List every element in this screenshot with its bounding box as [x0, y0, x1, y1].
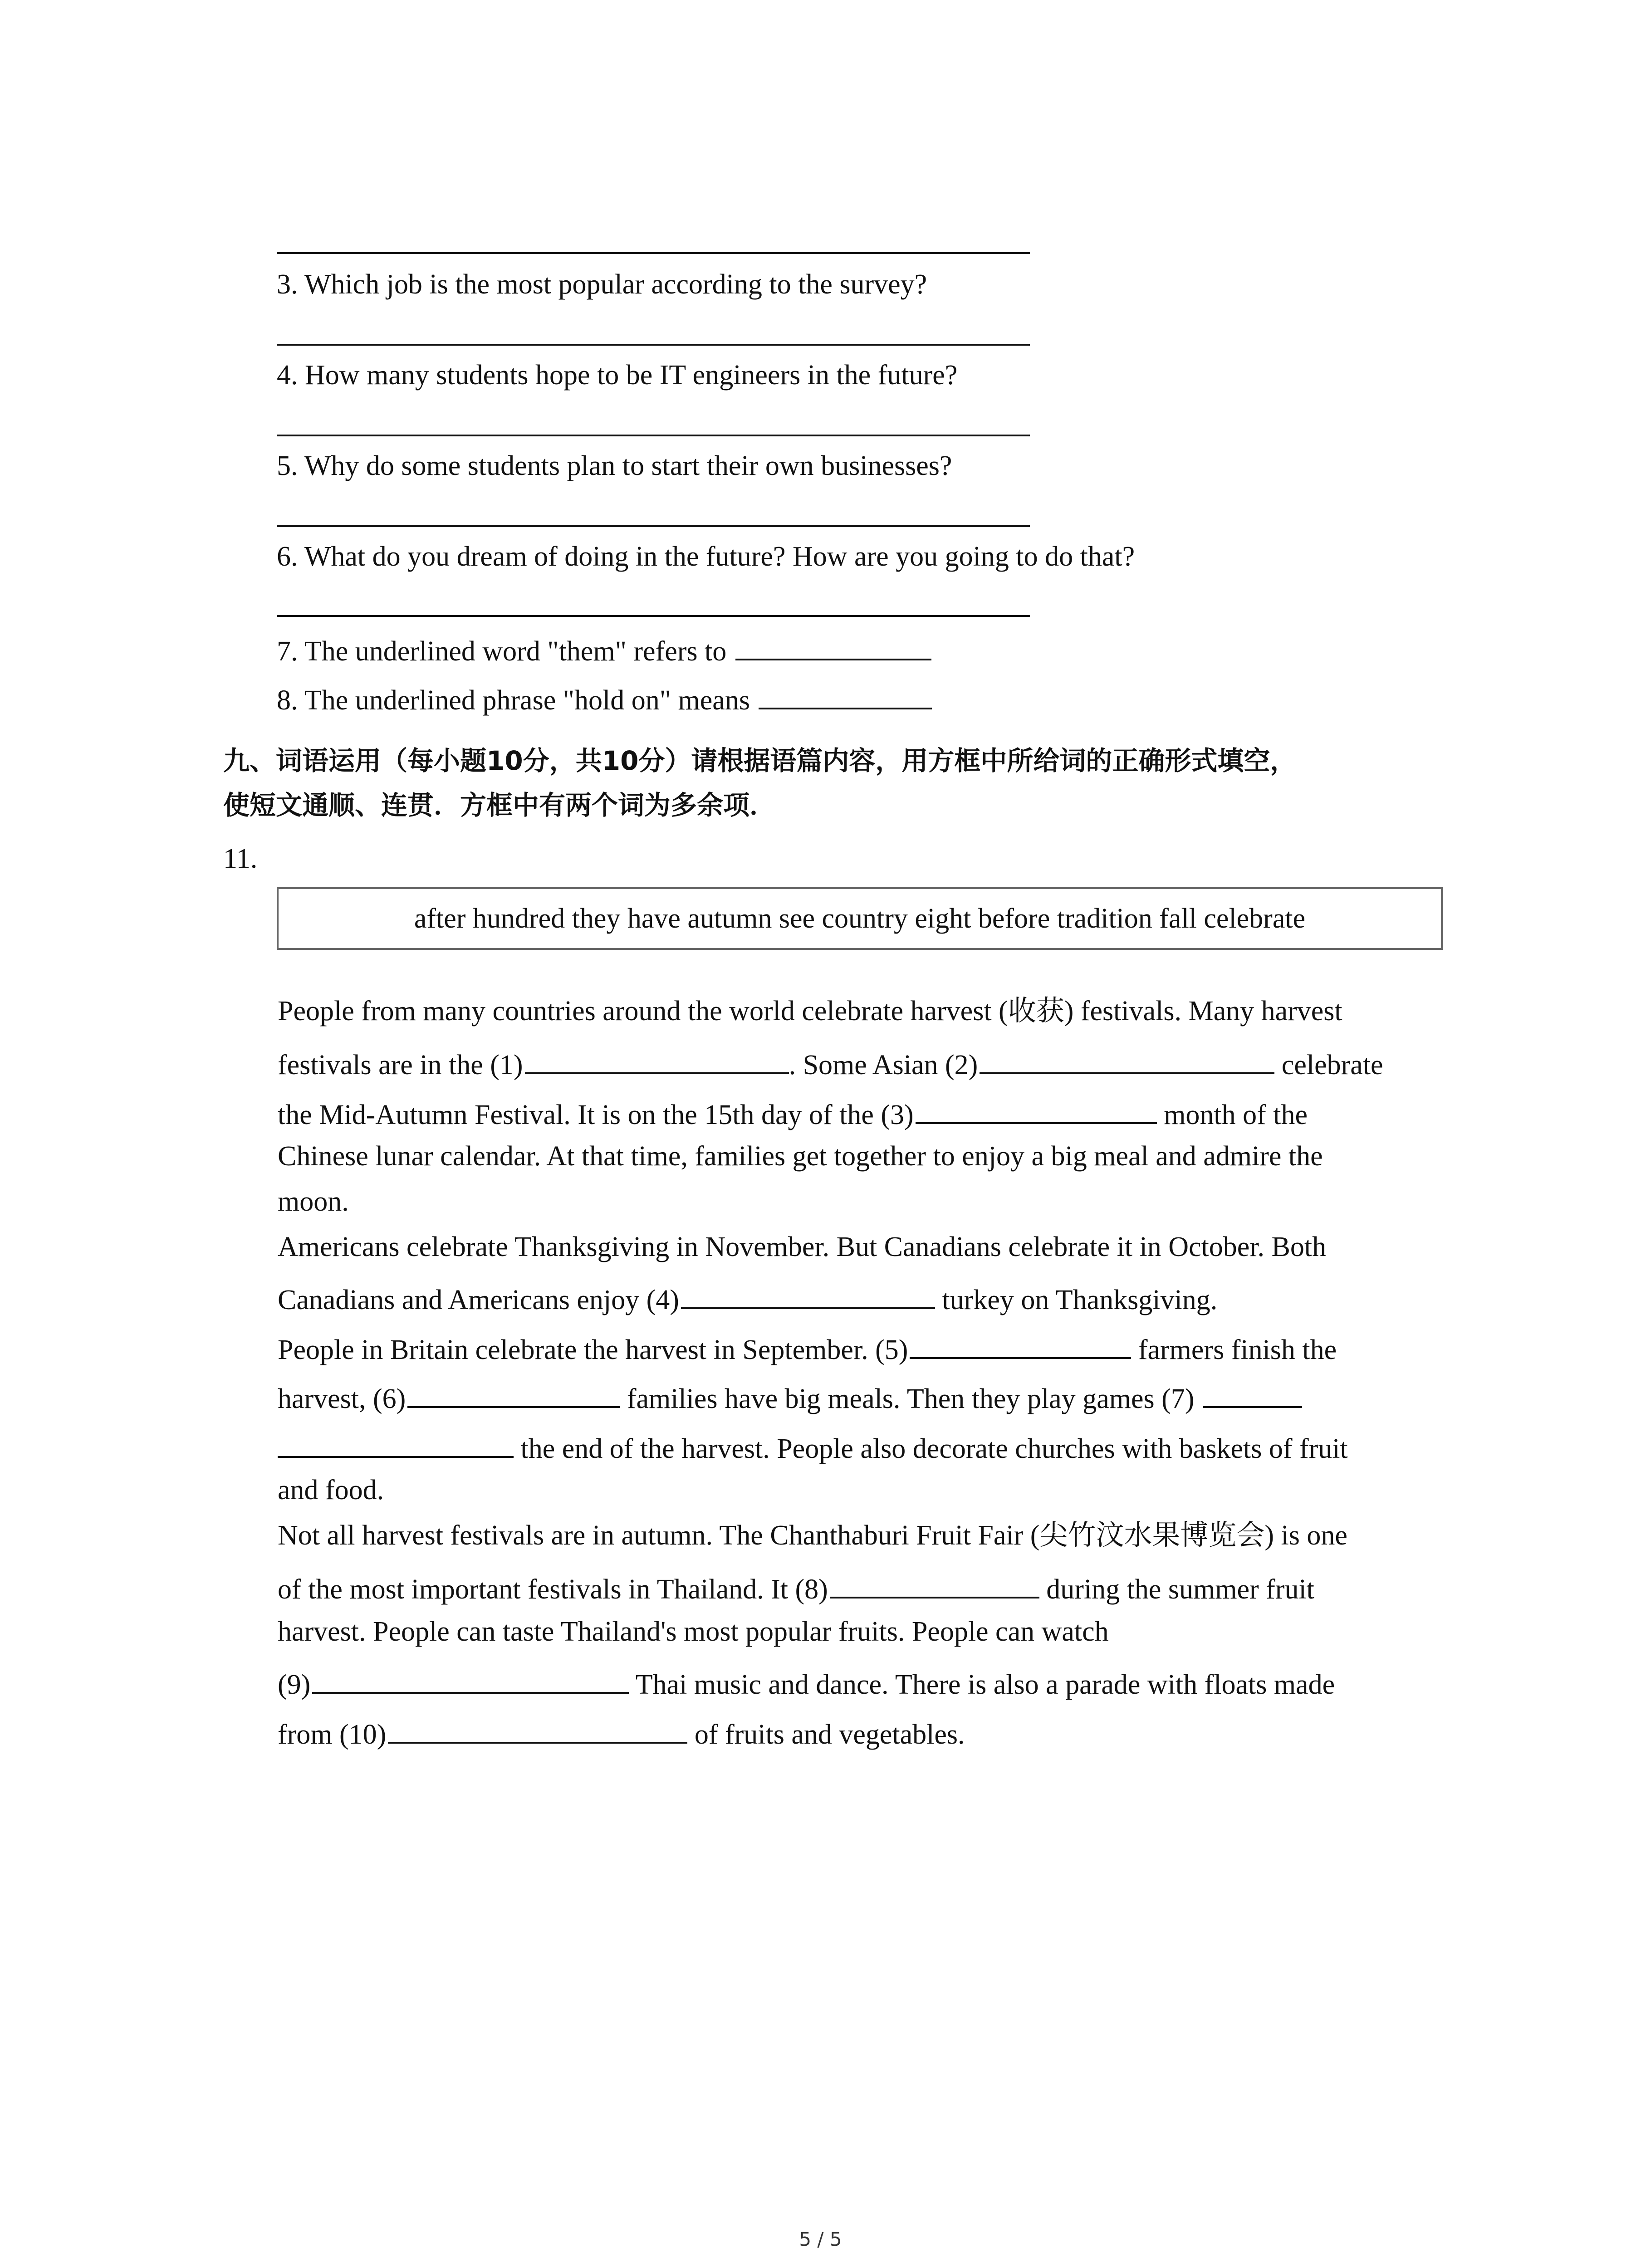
section-instruction: 使短文通顺、连贯．方框中有两个词为多余项． [223, 790, 776, 821]
passage-line [278, 1332, 1337, 1364]
word-box-text: after hundred they have autumn see country eight before tradition fall celebrate [414, 903, 1306, 934]
passage-line: People from many countries around the world celebrate harvest (收获) festivals. Many harvest [278, 996, 1342, 1026]
passage-line: moon. [278, 1186, 349, 1217]
passage-text: festivals are in the (1) [278, 1050, 523, 1080]
passage-line [278, 1097, 1308, 1129]
question-3: 3. Which job is the most popular according to the survey? [277, 269, 927, 300]
passage-line [278, 1716, 965, 1749]
blank-5[interactable] [910, 1332, 1131, 1359]
answer-blank[interactable] [735, 633, 931, 660]
passage-line [278, 1667, 1335, 1699]
passage-line [278, 1431, 1348, 1463]
passage-line [278, 1047, 1383, 1079]
blank-1[interactable] [525, 1047, 789, 1074]
answer-line[interactable] [277, 525, 1030, 527]
passage-line: Not all harvest festivals are in autumn. The Chanthaburi Fruit Fair (尖竹汶水果博览会) is one [278, 1520, 1347, 1551]
passage-line: Chinese lunar calendar. At that time, families get together to enjoy a big meal and admire the [278, 1141, 1323, 1172]
passage-line: Americans celebrate Thanksgiving in November. But Canadians celebrate it in October. Both [278, 1232, 1327, 1262]
blank-8[interactable] [830, 1571, 1039, 1598]
passage-line [278, 1571, 1314, 1603]
passage-text: Canadians and Americans enjoy (4) [278, 1285, 679, 1315]
passage-line [278, 1381, 1302, 1413]
blank-2[interactable] [980, 1047, 1274, 1074]
passage-line: and food. [278, 1475, 384, 1505]
passage-text: families have big meals. Then they play games (7) [627, 1383, 1195, 1414]
blank-10[interactable] [388, 1716, 687, 1744]
answer-line[interactable] [277, 252, 1030, 254]
blank-9[interactable] [312, 1667, 629, 1694]
passage-text: of fruits and vegetables. [694, 1719, 965, 1750]
section-title: 九、词语运用（每小题10分，共10分）请根据语篇内容，用方框中所给词的正确形式填空， [223, 745, 1297, 776]
answer-blank[interactable] [759, 682, 932, 709]
question-8-text: 8. The underlined phrase "hold on" means [277, 685, 750, 716]
passage-text: from (10) [278, 1719, 387, 1750]
passage-line: harvest. People can taste Thailand's most popular fruits. People can watch [278, 1616, 1109, 1647]
passage-text: farmers finish the [1138, 1334, 1337, 1365]
passage-text: (9) [278, 1669, 311, 1700]
question-8 [277, 682, 932, 714]
question-7 [277, 633, 931, 665]
page-number: 5 / 5 [799, 2228, 842, 2250]
passage-text: celebrate [1281, 1050, 1383, 1080]
passage-text: harvest, (6) [278, 1383, 406, 1414]
answer-line[interactable] [277, 344, 1030, 346]
blank-6[interactable] [407, 1381, 620, 1408]
passage-line [278, 1282, 1217, 1314]
answer-line[interactable] [277, 435, 1030, 436]
passage-text: the Mid-Autumn Festival. It is on the 15th day of the (3) [278, 1100, 914, 1130]
passage-text: during the summer fruit [1046, 1574, 1314, 1605]
answer-line[interactable] [277, 615, 1030, 617]
question-7-text: 7. The underlined word "them" refers to [277, 636, 727, 667]
passage-text: of the most important festivals in Thailand. It (8) [278, 1574, 828, 1605]
passage-text: People in Britain celebrate the harvest in September. (5) [278, 1334, 908, 1365]
word-box [277, 887, 1443, 950]
question-5: 5. Why do some students plan to start their own businesses? [277, 450, 952, 481]
passage-text: Thai music and dance. There is also a parade with floats made [635, 1669, 1335, 1700]
question-4: 4. How many students hope to be IT engineers in the future? [277, 360, 958, 391]
blank-4[interactable] [681, 1282, 935, 1309]
question-6: 6. What do you dream of doing in the future? How are you going to do that? [277, 541, 1135, 572]
blank-7-continued[interactable] [278, 1431, 514, 1458]
passage-text: the end of the harvest. People also decorate churches with baskets of fruit [520, 1433, 1348, 1464]
blank-3[interactable] [916, 1097, 1157, 1124]
question-number: 11. [223, 843, 258, 874]
blank-7[interactable] [1203, 1381, 1302, 1408]
passage-text: . Some Asian (2) [789, 1050, 978, 1080]
passage-text: turkey on Thanksgiving. [942, 1285, 1218, 1315]
passage-text: month of the [1164, 1100, 1308, 1130]
